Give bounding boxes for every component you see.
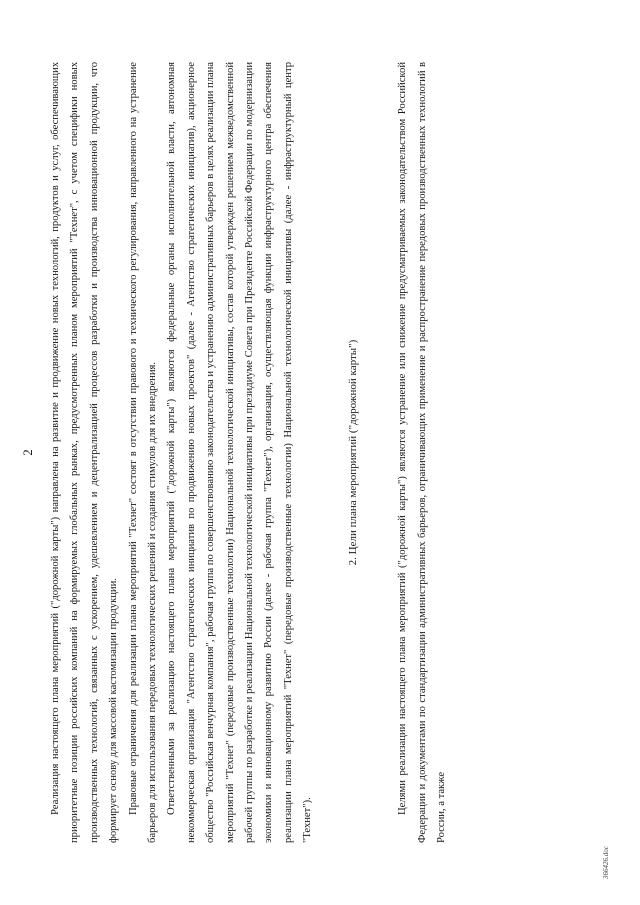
paragraph-legal-restrictions: Правовые ограничения для реализации плана мероприятий "Технет" состоят в отсутствии правового и технического регулирования, направленного на устранение барьеров для использования передовых технологических решений и создания стимулов для их внедрения. (127, 62, 159, 843)
page-number: 2 (20, 449, 35, 456)
paragraph-responsible-parties: Ответственными за реализацию настоящего плана мероприятий ("дорожной карты") являются федеральные органы исполнительной власти, автономная некоммерческая организация "Агентство стратегических инициатив по продвижению новых проектов" (далее - Агентство стратегических инициатив), акционерное общество "Российская венчурная компания", рабочая группа по совершенствованию законодательства и устранению административных барьеров в целях реализации плана мероприятий "Технет" (передовые производственные технологии) Национальной технологической инициативы, состав которой утвержден решением межведомственной рабочей группы по разработке и реализации Национальной технологической инициативы при президиуме Совета при Президенте Российской Федерации по модернизации экономики и инновационному развитию России (далее - рабочая группа "Технет"), организация, осуществляющая функции инфраструктурного центра обеспечения реализации плана мероприятий "Технет" (передовые производственные технологии) Национальной технологической инициативы (далее - инфраструктурный центр "Технет"). (166, 62, 314, 843)
section-heading: 2. Цели плана мероприятий ("дорожной карты") (346, 339, 359, 566)
paragraph-roadmap-purpose: Реализация настоящего плана мероприятий ("дорожной карты") направлена на развитие и продвижение новых технологий, продуктов и услуг, обеспечивающих приоритетные позиции российских компаний на формируемых глобальных рынках, предусмотренных планом мероприятий "Технет", с учетом специфики новых производственных технологий, связанных с ускорением, удешевлением и децентрализацией процессов разработки и производства инновационной продукции, что формирует основу для массовой кастомизации продукции. (50, 62, 120, 843)
document-body (46, 62, 451, 843)
paragraph-goals: Целями реализации настоящего плана мероприятий ("дорожной карты") являются устранение или снижение предусматриваемых законодательством Российской Федерации и документами по стандартизации административных барьеров, ограничивающих применение и распространение передовых производственных технологий в России, а также (397, 62, 447, 843)
footer-document-code: 366426.doc (602, 846, 610, 879)
